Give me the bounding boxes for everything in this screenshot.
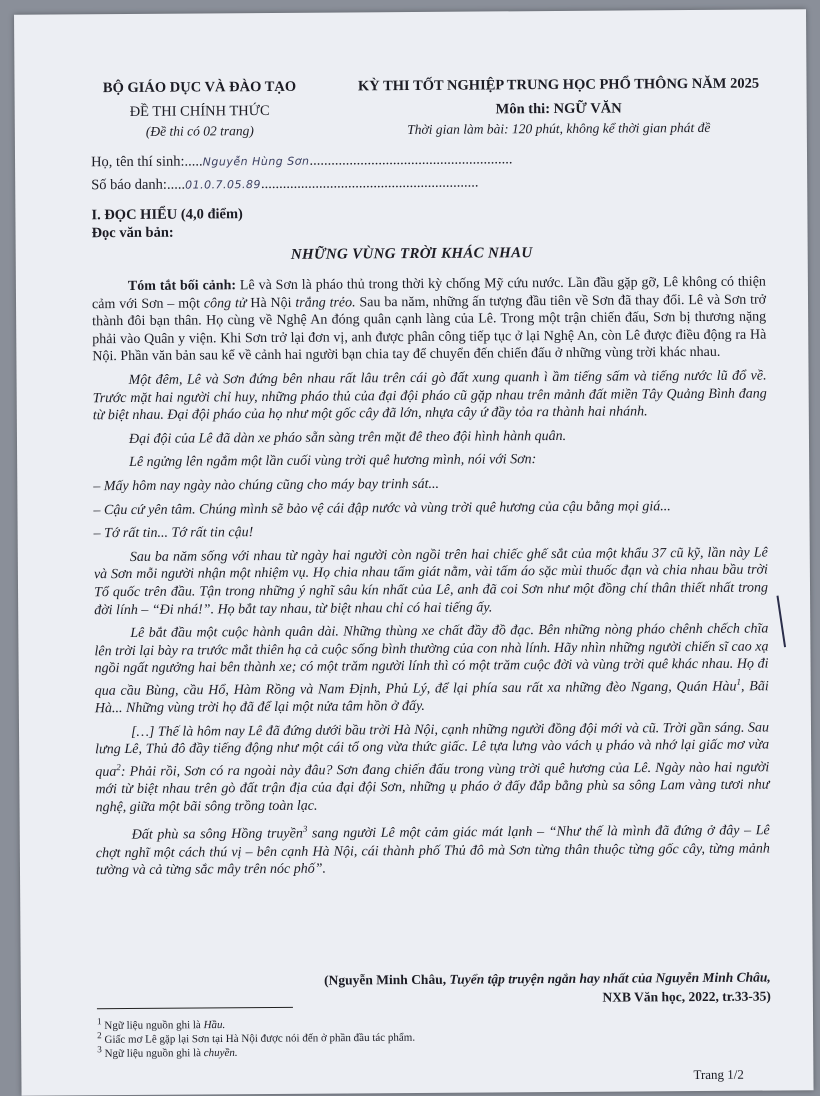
- candidate-id-line: Số báo danh:.....01.0.7.05.89............................................................: [91, 174, 479, 194]
- story-paragraph-2: Đại đội của Lê đã dàn xe pháo sẵn sàng trên mặt đê theo đội hình hành quân.: [128, 428, 567, 447]
- footnote-1: $^1$ Ngữ liệu nguồn ghi là Hầu.: [97, 1016, 226, 1032]
- footnote-3: $^3$ Ngữ liệu nguồn ghi là chuyền.: [97, 1044, 238, 1060]
- story-paragraph-1: Một đêm, Lê và Sơn đứng bên nhau rất lâu trên cái gò đất xung quanh ì ầm tiếng sấm và tiếng nước lũ đổ về. Trước mặt hai người chỉ huy, những pháo thủ của đại đội pháo cũ gặp nhau trên mảnh đất miền Tây Quảng Bình đang từ biệt nhau. Đại đội pháo của họ như một gốc cây đã lớn, nhựa cây ứ đầy tỏa ra thành hai nhánh.: [92, 368, 767, 424]
- pen-margin-mark: [776, 596, 786, 648]
- text-title: NHỮNG VÙNG TRỜI KHÁC NHAU: [290, 245, 533, 263]
- exam-title: KỲ THI TỐT NGHIỆP TRUNG HỌC PHỔ THÔNG NĂM 2025: [357, 75, 760, 95]
- footnote-divider: [97, 1007, 293, 1009]
- candidate-id-label: Số báo danh:: [91, 176, 167, 194]
- page-number: Trang 1/2: [693, 1066, 744, 1083]
- story-paragraph-5: Lê bắt đầu một cuộc hành quân dài. Những thùng xe chất đầy đồ đạc. Bên những nòng pháo chênh chếch chĩa lên trời lại bày ra trước mắt thiên hạ cả cuộc sống bình thường của con nhà lính. Hãy nhìn những người chiến sĩ cao xạ ngồi ngất ngưởng hai bên thành xe; có một trăm người lính thì có một trăm cuộc đời và vùng trời quê khác nhau. Họ đi qua cầu Bùng, cầu Hổ, Hàm Rồng và Nam Định, Phủ Lý, để lại phía sau rất xa những đèo Ngang, Quán Hàu$^1$, Bãi Hà... Những vùng trời họ đã để lại một nửa tâm hồn ở đấy.: [94, 621, 769, 717]
- story-paragraph-6: […] Thế là hôm nay Lê đã đứng dưới bầu trời Hà Nội, cạnh những người đồng đội mới và cũ. Trời gần sáng. Sau lưng Lê, Thủ đô đầy tiếng động như một cái tổ ong vừa thức giấc. Lê tựa lưng vào vách ụ pháo và nhớ lại giấc mơ vừa qua$^2$: Phải rồi, Sơn có ra ngoài này đâu? Sơn đang chiến đấu trong vùng trời quê hương của Lê. Ngày nào hai người mới từ biệt nhau trên gò đất trận địa của đại đội Sơn, những ụ pháo ở đấy đắp bằng phù sa sông Lam vàng tươi như nghệ, giữa một bãi sông trồng toàn lạc.: [95, 720, 770, 815]
- section-heading: I. ĐỌC HIỂU (4,0 điểm): [91, 206, 243, 224]
- header-right: [328, 73, 788, 140]
- subject: Môn thi: NGỮ VĂN: [495, 100, 622, 118]
- passage: [92, 274, 770, 886]
- footnote-2: $^2$ Giấc mơ Lê gặp lại Sơn tại Hà Nội được nói đến ở phần đầu tác phẩm.: [97, 1030, 416, 1046]
- context-summary: Tóm tắt bối cảnh: Lê và Sơn là pháo thủ trong thời kỳ chống Mỹ cứu nước. Lần đầu gặp gỡ, Lê không có thiện cảm với Sơn – một công tử Hà Nội trắng trẻo. Sau ba năm, những ấn tượng đầu tiên về Sơn đã thay đổi. Lê và Sơn trở thành đôi bạn thân. Họ cùng về Nghệ An đóng quân cạnh làng của Lê. Trong một trận chiến đấu, Sơn bị thương nặng phải vào Quân y viện. Khi Sơn trở lại đơn vị, anh được phân công tiếp tục ở lại Nghệ An, còn Lê được điều động ra Hà Nội. Phần văn bản sau kể về cảnh hai người bạn chia tay để chuyển đến chiến đấu ở những vùng trời khác nhau.: [91, 274, 767, 365]
- read-text-label: Đọc văn bản:: [91, 224, 174, 242]
- source-citation: (Nguyễn Minh Châu, Tuyển tập truyện ngắn hay nhất của Nguyễn Minh Châu, NXB Văn học, 2022, tr.33-35): [324, 969, 771, 1005]
- header-left: [84, 77, 314, 143]
- dialog-line-1: – Mấy hôm nay ngày nào chúng cũng cho máy bay trinh sát...: [93, 476, 440, 495]
- exam-time: Thời gian làm bài: 120 phút, không kể thời gian phát đề: [407, 119, 711, 138]
- story-paragraph-3: Lê ngửng lên ngắm một lần cuối vùng trời quê hương mình, nói với Sơn:: [129, 452, 537, 471]
- story-paragraph-7: Đất phù sa sông Hồng truyền$^3$ sang người Lê một cảm giác mát lạnh – “Như thế là mình đã đứng ở đây – Lê chợt nghĩ một cách thú vị – bên cạnh Hà Nội, cái thành phố Thủ đô mà Sơn từng thân thuộc từng gốc cây, từng mảnh tường và cả từng sắc mây trên nóc phố”.: [95, 823, 770, 879]
- ministry-name: BỘ GIÁO DỤC VÀ ĐÀO TẠO: [102, 78, 297, 97]
- dialog-line-2: – Cậu cứ yên tâm. Chúng mình sẽ bảo vệ cái đập nước và vùng trời quê hương của cậu bằng mọi giá...: [93, 498, 671, 518]
- dialog-line-3: – Tớ rất tin... Tớ rất tin cậu!: [93, 525, 254, 542]
- pages-note: (Đề thi có 02 trang): [145, 123, 254, 139]
- exam-paper: [14, 9, 814, 1096]
- candidate-name-line: Họ, tên thí sinh:.....Nguyễn Hùng Sơn........................................................: [90, 151, 513, 171]
- candidate-name-value: Nguyễn Hùng Sơn: [202, 154, 310, 169]
- candidate-name-label: Họ, tên thí sinh:: [90, 153, 185, 171]
- official-label: ĐỀ THI CHÍNH THỨC: [129, 102, 270, 120]
- story-paragraph-4: Sau ba năm sống với nhau từ ngày hai người còn ngồi trên hai chiếc ghế sắt của một khẩu 37 cũ kỹ, lần này Lê và Sơn mỗi người nhận một nhiệm vụ. Họ chia nhau tấm giát nằm, vài tấm áo sặc mùi thuốc đạn và chia nhau bầu trời Tổ quốc trên đầu. Tận trong những ý nghĩ sâu kín nhất của Lê, anh đã coi Sơn như một đồng chí thân thiết nhất trong đời lính – “Đi nhá!”. Họ bắt tay nhau, từ biệt nhau chỉ có hai tiếng ấy.: [93, 545, 769, 618]
- candidate-id-value: 01.0.7.05.89: [185, 178, 262, 192]
